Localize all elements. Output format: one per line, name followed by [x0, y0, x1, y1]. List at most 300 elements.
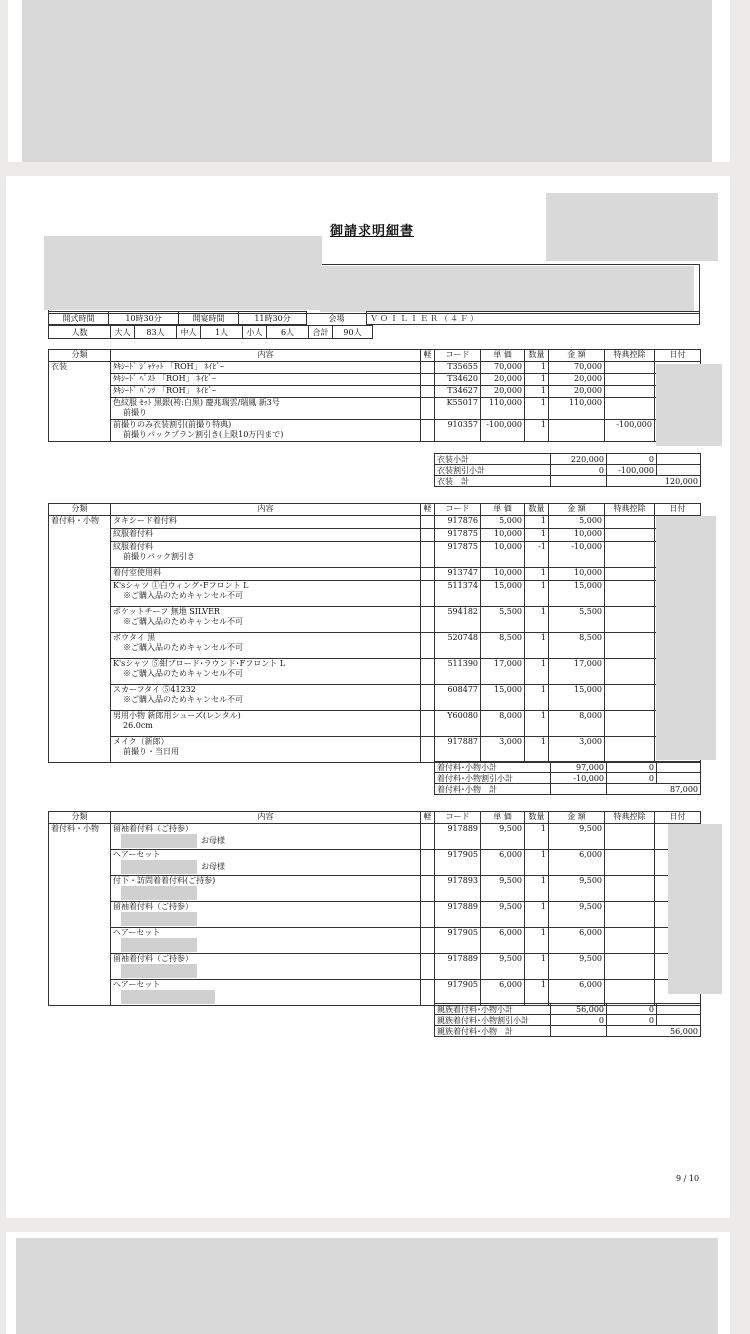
header-cell: 10時30分: [109, 312, 179, 325]
column-header: 軽: [421, 350, 435, 362]
category-cell: [49, 711, 111, 737]
tax-cell: [421, 980, 435, 1006]
unit-price-cell: 6,000: [481, 980, 525, 1006]
event-time-row: [49, 312, 700, 325]
description-line: ﾀｷｼｰﾄﾞ ﾍﾞｽﾄ 「ROH」 ﾈｲﾋﾞｰ: [113, 374, 217, 383]
amount-cell: 6,000: [549, 850, 605, 876]
unit-price-cell: 5,500: [481, 607, 525, 633]
next-page: [6, 1232, 730, 1334]
summary-label: 衣装割引小計: [435, 465, 551, 476]
summary-empty: [657, 773, 701, 784]
description-note: 前撮りパックプラン割引き(上限10万円まで): [123, 430, 284, 439]
item-row: [49, 386, 701, 398]
header-cell: 90人: [333, 326, 373, 339]
unit-price-cell: 10,000: [481, 542, 525, 568]
column-header: コード: [435, 350, 481, 362]
code-cell: 917889: [435, 824, 481, 850]
item-row: [49, 581, 701, 607]
header-cell: ＶＯＩＬＩＥＲ（４Ｆ）: [367, 312, 700, 325]
event-info-table: [48, 311, 700, 325]
header-cell: 開宴時間: [179, 312, 239, 325]
code-cell: T35655: [435, 362, 481, 374]
costume-table: [48, 349, 701, 442]
redacted-name: [121, 990, 215, 1004]
item-row: [49, 711, 701, 737]
header-cell: 1人: [201, 326, 243, 339]
summary-label: 親族着付料･小物 計: [435, 1026, 551, 1037]
tax-cell: [421, 374, 435, 386]
description-line: ﾀｷｼｰﾄﾞ ﾊﾟﾝﾂ 「ROH」 ﾈｲﾋﾞｰ: [113, 386, 217, 395]
unit-price-cell: 5,000: [481, 516, 525, 529]
unit-price-cell: 6,000: [481, 850, 525, 876]
summary-deduction: 0: [607, 454, 657, 465]
column-header-row: [49, 350, 701, 362]
summary-label: 親族着付料･小物割引小計: [435, 1015, 551, 1026]
amount-cell: 9,500: [549, 824, 605, 850]
quantity-cell: 1: [525, 980, 549, 1006]
family-dressing-summary: [434, 1003, 701, 1037]
header-cell: 11時30分: [239, 312, 307, 325]
description-line: 男用小物 新郎用シューズ(レンタル): [113, 711, 241, 720]
description-line: 前撮りのみ衣装割引(前撮り特典): [113, 420, 232, 429]
deduction-cell: [605, 398, 655, 420]
description-note: ※ご購入品のためキャンセル不可: [123, 669, 243, 678]
category-cell: [49, 737, 111, 763]
code-cell: 910357: [435, 420, 481, 442]
summary-row: [435, 773, 701, 784]
item-row: [49, 659, 701, 685]
category-cell: [49, 633, 111, 659]
tax-cell: [421, 542, 435, 568]
unit-price-cell: 17,000: [481, 659, 525, 685]
unit-price-cell: 9,500: [481, 902, 525, 928]
redacted-name: [121, 938, 197, 952]
deduction-cell: [605, 954, 655, 980]
quantity-cell: 1: [525, 824, 549, 850]
column-header: 特典控除: [605, 812, 655, 824]
description-line: K'sシャツ ①白ウィング･Fフロント L: [113, 581, 249, 590]
summary-row: [435, 465, 701, 476]
category-cell: 着付料・小物: [49, 824, 111, 850]
redacted-block: [16, 1238, 718, 1334]
quantity-cell: 1: [525, 928, 549, 954]
description-line: ﾀｷｼｰﾄﾞ ｼﾞｬｹｯﾄ 「ROH」 ﾈｲﾋﾞｰ: [113, 362, 225, 371]
summary-row: [435, 476, 701, 487]
amount-cell: 6,000: [549, 928, 605, 954]
code-cell: 917889: [435, 954, 481, 980]
amount-cell: 10,000: [549, 568, 605, 581]
item-row: [49, 902, 701, 928]
description-note: 前撮り・当日用: [123, 747, 179, 756]
quantity-cell: 1: [525, 362, 549, 374]
amount-cell: 5,000: [549, 516, 605, 529]
description-cell: [111, 542, 421, 568]
deduction-cell: [605, 633, 655, 659]
family-dressing-table: [48, 811, 701, 1006]
description-line: ボウタイ 黒: [113, 633, 156, 642]
description-cell: [111, 711, 421, 737]
summary-amount: 56,000: [551, 1004, 607, 1015]
description-line: メイク（新郎）: [113, 737, 169, 746]
description-cell: [111, 607, 421, 633]
category-cell: [49, 398, 111, 420]
column-header: 単 価: [481, 812, 525, 824]
summary-row: [435, 1004, 701, 1015]
quantity-cell: 1: [525, 711, 549, 737]
summary-amount: 220,000: [551, 454, 607, 465]
summary-row: [435, 784, 701, 795]
tax-cell: [421, 420, 435, 442]
unit-price-cell: 9,500: [481, 876, 525, 902]
description-note: ※ご購入品のためキャンセル不可: [123, 591, 243, 600]
tax-cell: [421, 529, 435, 542]
column-header: 分類: [49, 350, 111, 362]
summary-label: 衣装小計: [435, 454, 551, 465]
tax-cell: [421, 362, 435, 374]
code-cell: K55017: [435, 398, 481, 420]
summary-label: 衣装 計: [435, 476, 551, 487]
description-cell: [111, 633, 421, 659]
description-cell: [111, 398, 421, 420]
header-cell: 中人: [177, 326, 201, 339]
deduction-cell: [605, 685, 655, 711]
category-cell: [49, 954, 111, 980]
item-row: [49, 980, 701, 1006]
summary-label: 親族着付料･小物小計: [435, 1004, 551, 1015]
summary-total: 56,000: [607, 1026, 701, 1037]
code-cell: T34620: [435, 374, 481, 386]
amount-cell: 9,500: [549, 902, 605, 928]
unit-price-cell: 9,500: [481, 824, 525, 850]
amount-cell: 9,500: [549, 876, 605, 902]
description-line: ヘアーセット: [113, 850, 161, 859]
category-cell: [49, 374, 111, 386]
summary-empty: [657, 1004, 701, 1015]
amount-cell: 8,000: [549, 711, 605, 737]
description-cell: [111, 516, 421, 529]
description-cell: [111, 386, 421, 398]
dressing-summary: [434, 761, 701, 795]
summary-amount: -10,000: [551, 773, 607, 784]
item-row: [49, 568, 701, 581]
description-line: 留袖着付料（ご持参）: [113, 824, 193, 833]
amount-cell: 8,500: [549, 633, 605, 659]
item-row: [49, 633, 701, 659]
unit-price-cell: 110,000: [481, 398, 525, 420]
item-row: [49, 607, 701, 633]
unit-price-cell: 20,000: [481, 386, 525, 398]
tax-cell: [421, 954, 435, 980]
description-line: K'sシャツ ⑤紺ブロード･ラウンド･Fフロント L: [113, 659, 286, 668]
costume-summary: [434, 453, 701, 487]
code-cell: 608477: [435, 685, 481, 711]
quantity-cell: 1: [525, 398, 549, 420]
category-cell: [49, 420, 111, 442]
unit-price-cell: 10,000: [481, 529, 525, 542]
tax-cell: [421, 876, 435, 902]
amount-cell: 110,000: [549, 398, 605, 420]
code-cell: 917887: [435, 737, 481, 763]
code-cell: 520748: [435, 633, 481, 659]
code-cell: Y60080: [435, 711, 481, 737]
page-number: 9 / 10: [676, 1174, 700, 1183]
deduction-cell: -100,000: [605, 420, 655, 442]
item-row: [49, 542, 701, 568]
unit-price-cell: 6,000: [481, 928, 525, 954]
summary-empty: [657, 762, 701, 773]
code-cell: 917905: [435, 980, 481, 1006]
amount-cell: -10,000: [549, 542, 605, 568]
column-header: 内容: [111, 504, 421, 516]
column-header: 軽: [421, 812, 435, 824]
redacted-name: [121, 886, 197, 900]
deduction-cell: [605, 568, 655, 581]
amount-cell: [549, 420, 605, 442]
summary-label: 着付料･小物小計: [435, 762, 551, 773]
deduction-cell: [605, 902, 655, 928]
summary-row: [435, 1026, 701, 1037]
description-line: ヘアーセット: [113, 928, 161, 937]
item-row: [49, 420, 701, 442]
tax-cell: [421, 737, 435, 763]
item-row: [49, 954, 701, 980]
summary-row: [435, 1015, 701, 1026]
category-cell: [49, 980, 111, 1006]
description-cell: [111, 420, 421, 442]
dressing-table: [48, 503, 701, 763]
description-line: タキシード着付料: [113, 516, 177, 525]
column-header: 数量: [525, 504, 549, 516]
summary-label: 着付料･小物 計: [435, 784, 551, 795]
deduction-cell: [605, 386, 655, 398]
amount-cell: 70,000: [549, 362, 605, 374]
item-row: [49, 529, 701, 542]
column-header-row: [49, 504, 701, 516]
tax-cell: [421, 850, 435, 876]
header-cell: 人数: [49, 326, 111, 339]
redacted-name: [121, 964, 197, 978]
description-cell: [111, 737, 421, 763]
redacted-name: [121, 834, 197, 848]
header-cell: 6人: [267, 326, 309, 339]
header-cell: 大人: [111, 326, 135, 339]
amount-cell: 6,000: [549, 980, 605, 1006]
unit-price-cell: 70,000: [481, 362, 525, 374]
amount-cell: 10,000: [549, 529, 605, 542]
summary-deduction: 0: [607, 773, 657, 784]
quantity-cell: 1: [525, 607, 549, 633]
quantity-cell: 1: [525, 954, 549, 980]
summary-row: [435, 762, 701, 773]
quantity-cell: 1: [525, 386, 549, 398]
summary-deduction: 0: [607, 762, 657, 773]
description-cell: [111, 850, 421, 876]
column-header: 日付: [655, 504, 701, 516]
category-cell: 着付料・小物: [49, 516, 111, 529]
redacted-name: [121, 860, 197, 874]
category-cell: [49, 607, 111, 633]
description-note: 26.0cm: [123, 721, 153, 730]
item-row: [49, 876, 701, 902]
redacted-block: [656, 516, 716, 760]
description-cell: [111, 581, 421, 607]
column-header: 分類: [49, 812, 111, 824]
code-cell: 917905: [435, 928, 481, 954]
deduction-cell: [605, 711, 655, 737]
quantity-cell: 1: [525, 633, 549, 659]
summary-deduction: 0: [607, 1004, 657, 1015]
code-cell: 511390: [435, 659, 481, 685]
item-row: [49, 374, 701, 386]
category-cell: [49, 568, 111, 581]
description-cell: [111, 954, 421, 980]
unit-price-cell: 15,000: [481, 581, 525, 607]
deduction-cell: [605, 516, 655, 529]
amount-cell: 3,000: [549, 737, 605, 763]
unit-price-cell: -100,000: [481, 420, 525, 442]
quantity-cell: 1: [525, 659, 549, 685]
column-header: コード: [435, 812, 481, 824]
summary-deduction: 0: [607, 1015, 657, 1026]
description-cell: [111, 980, 421, 1006]
header-cell: 小人: [243, 326, 267, 339]
deduction-cell: [605, 928, 655, 954]
description-line: 着付室使用料: [113, 568, 161, 577]
summary-row: [435, 454, 701, 465]
deduction-cell: [605, 876, 655, 902]
summary-empty: [551, 784, 607, 795]
column-header: 日付: [655, 812, 701, 824]
quantity-cell: -1: [525, 542, 549, 568]
description-line: 紋服着付料: [113, 542, 153, 551]
summary-total: 120,000: [607, 476, 701, 487]
quantity-cell: 1: [525, 516, 549, 529]
amount-cell: 20,000: [549, 374, 605, 386]
code-cell: 917889: [435, 902, 481, 928]
description-cell: [111, 902, 421, 928]
code-cell: 917875: [435, 529, 481, 542]
code-cell: 913747: [435, 568, 481, 581]
unit-price-cell: 9,500: [481, 954, 525, 980]
amount-cell: 17,000: [549, 659, 605, 685]
header-cell: 83人: [135, 326, 177, 339]
tax-cell: [421, 398, 435, 420]
column-header: 金 額: [549, 812, 605, 824]
description-line: 留袖着付料（ご持参）: [113, 954, 193, 963]
amount-cell: 20,000: [549, 386, 605, 398]
tax-cell: [421, 711, 435, 737]
tax-cell: [421, 928, 435, 954]
quantity-cell: 1: [525, 876, 549, 902]
deduction-cell: [605, 542, 655, 568]
quantity-cell: 1: [525, 420, 549, 442]
quantity-cell: 1: [525, 902, 549, 928]
tax-cell: [421, 659, 435, 685]
quantity-cell: 1: [525, 685, 549, 711]
description-line: 色紋服 ｾｯﾄ 黒銀(袴:白黒) 慶兆瑞雲/瑞鳳 新3号: [113, 398, 280, 407]
summary-empty: [551, 476, 607, 487]
description-cell: [111, 928, 421, 954]
item-row: [49, 685, 701, 711]
category-cell: [49, 386, 111, 398]
category-cell: [49, 876, 111, 902]
description-line: 紋服着付料: [113, 529, 153, 538]
quantity-cell: 1: [525, 529, 549, 542]
previous-page: [8, 0, 730, 162]
code-cell: 917905: [435, 850, 481, 876]
item-row: [49, 516, 701, 529]
tax-cell: [421, 581, 435, 607]
category-cell: [49, 529, 111, 542]
column-header: 金 額: [549, 504, 605, 516]
column-header: 特典控除: [605, 350, 655, 362]
description-cell: [111, 362, 421, 374]
deduction-cell: [605, 362, 655, 374]
description-cell: [111, 568, 421, 581]
description-line: 付下・訪問着着付料(ご持参): [113, 876, 216, 885]
description-note: お母様: [201, 862, 225, 871]
unit-price-cell: 8,500: [481, 633, 525, 659]
code-cell: 917893: [435, 876, 481, 902]
deduction-cell: [605, 581, 655, 607]
amount-cell: 15,000: [549, 685, 605, 711]
description-cell: [111, 685, 421, 711]
code-cell: 594182: [435, 607, 481, 633]
category-cell: [49, 581, 111, 607]
description-cell: [111, 876, 421, 902]
item-row: [49, 928, 701, 954]
description-note: 前撮りパック割引き: [123, 552, 195, 561]
item-row: [49, 850, 701, 876]
unit-price-cell: 8,000: [481, 711, 525, 737]
tax-cell: [421, 516, 435, 529]
redacted-block: [668, 824, 722, 994]
description-cell: [111, 659, 421, 685]
column-header: 単 価: [481, 504, 525, 516]
description-note: お母様: [201, 836, 225, 845]
description-cell: [111, 824, 421, 850]
code-cell: 917875: [435, 542, 481, 568]
tax-cell: [421, 568, 435, 581]
deduction-cell: [605, 850, 655, 876]
redacted-block: [44, 236, 322, 310]
code-cell: T34627: [435, 386, 481, 398]
summary-empty: [551, 1026, 607, 1037]
item-row: [49, 362, 701, 374]
description-cell: [111, 529, 421, 542]
deduction-cell: [605, 659, 655, 685]
unit-price-cell: 20,000: [481, 374, 525, 386]
category-cell: [49, 659, 111, 685]
redacted-block: [546, 193, 718, 261]
amount-cell: 9,500: [549, 954, 605, 980]
description-cell: [111, 374, 421, 386]
column-header: 数量: [525, 812, 549, 824]
guest-count-row: [49, 326, 701, 339]
column-header-row: [49, 812, 701, 824]
summary-amount: 97,000: [551, 762, 607, 773]
description-note: ※ご購入品のためキャンセル不可: [123, 617, 243, 626]
quantity-cell: 1: [525, 568, 549, 581]
redacted-block: [320, 266, 694, 312]
column-header: 金 額: [549, 350, 605, 362]
header-cell: 会場: [307, 312, 367, 325]
category-cell: [49, 902, 111, 928]
description-line: ヘアーセット: [113, 980, 161, 989]
deduction-cell: [605, 607, 655, 633]
header-cell: [373, 326, 701, 339]
column-header: 特典控除: [605, 504, 655, 516]
